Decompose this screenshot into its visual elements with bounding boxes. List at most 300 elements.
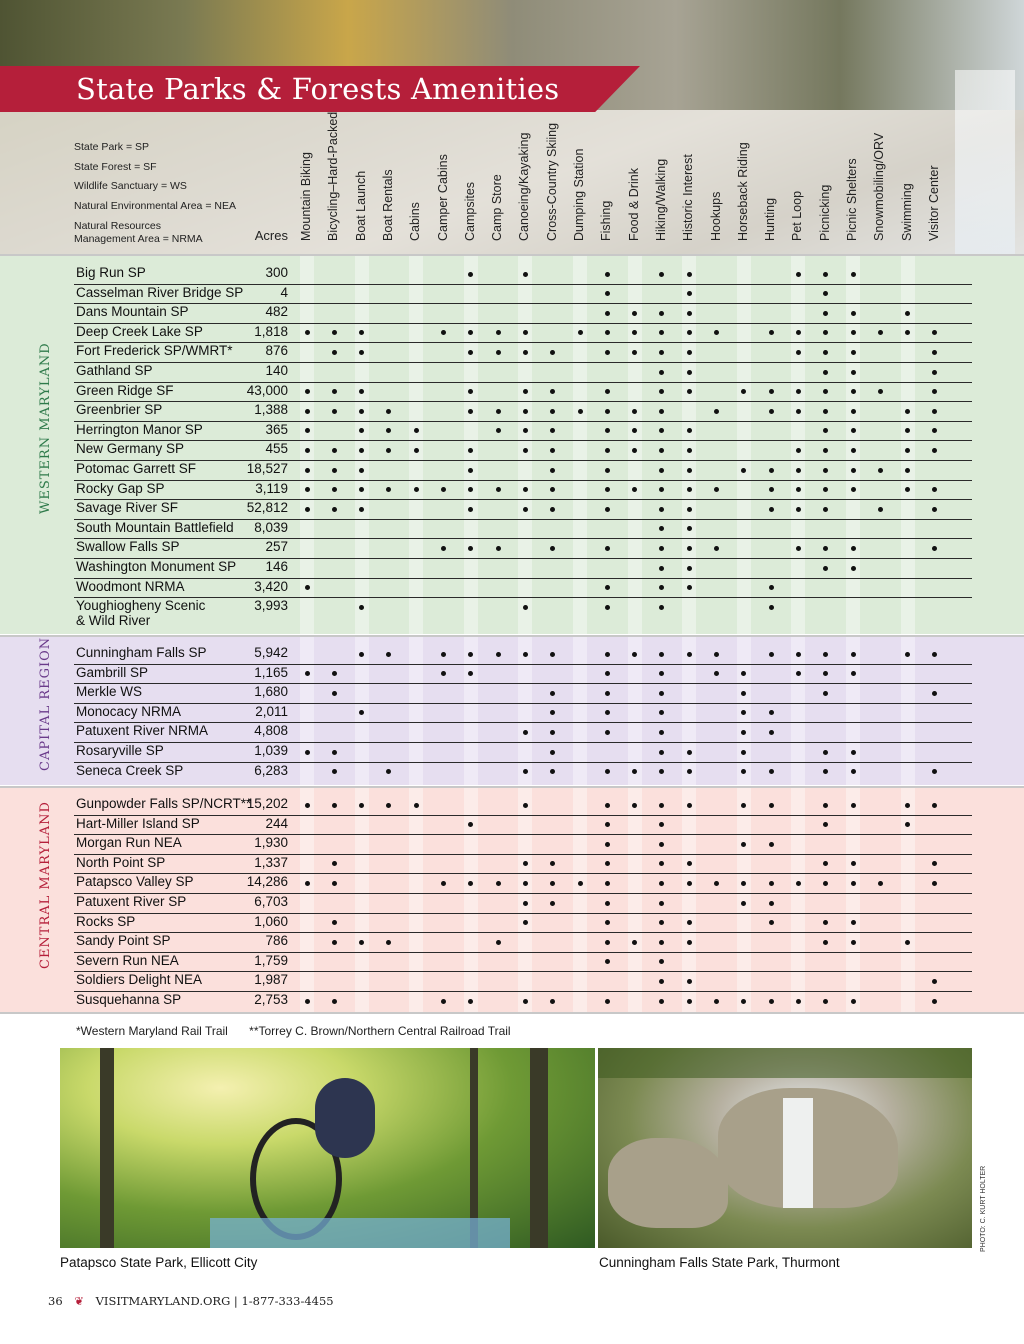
amenity-dot [851, 370, 856, 375]
park-acres: 6,703 [254, 894, 288, 909]
amenity-dot [851, 487, 856, 492]
amenity-dot [905, 448, 910, 453]
park-acres: 455 [265, 441, 288, 457]
amenity-dot [332, 448, 337, 453]
row-divider [74, 722, 972, 723]
amenity-dot [823, 409, 828, 414]
amenity-dot [687, 920, 692, 925]
park-name: Dans Mountain SP [76, 304, 189, 320]
header-waterfall [955, 70, 1015, 255]
legend-item: Wildlife Sanctuary = WS [74, 180, 187, 193]
column-stripe [409, 788, 423, 1012]
park-acres: 1,337 [254, 854, 288, 870]
legend-item-line: Natural Resources [74, 219, 161, 232]
amenity-dot [523, 448, 528, 453]
legend-item-line: Management Area = NRMA [74, 232, 203, 245]
park-name: Patuxent River NRMA [76, 723, 209, 739]
amenity-dot [496, 428, 501, 433]
column-stripe [846, 788, 860, 1012]
row-divider [74, 762, 972, 763]
amenity-dot [305, 468, 310, 473]
row-divider [74, 683, 972, 684]
amenity-dot [605, 822, 610, 827]
amenity-dot [414, 803, 419, 808]
amenity-dot [332, 750, 337, 755]
amenity-dot [332, 920, 337, 925]
amenity-dot [605, 448, 610, 453]
amenity-dot [769, 881, 774, 886]
column-stripe [628, 788, 642, 1012]
park-name: Big Run SP [76, 265, 146, 280]
amenity-dot [632, 940, 637, 945]
park-name: Deep Creek Lake SP [76, 323, 203, 339]
amenity-dot [523, 605, 528, 610]
amenity-dot [769, 409, 774, 414]
amenity-dot [632, 652, 637, 657]
park-name: New Germany SP [76, 441, 185, 457]
amenity-dot [523, 730, 528, 735]
park-acres: 3,119 [255, 480, 288, 496]
amenity-dot [496, 487, 501, 492]
amenity-dot [305, 389, 310, 394]
amenity-dot [632, 409, 637, 414]
row-divider [74, 971, 972, 972]
amenity-dot [714, 546, 719, 551]
amenity-dot [605, 803, 610, 808]
amenity-dot [878, 468, 883, 473]
amenity-dot [605, 507, 610, 512]
park-name-line: & Wild River [76, 613, 151, 629]
park-acres: 876 [265, 343, 288, 359]
amenity-dot [905, 940, 910, 945]
amenity-dot [823, 507, 828, 512]
photo-waterfall [598, 1048, 972, 1248]
amenity-dot [905, 468, 910, 473]
amenity-dot [878, 507, 883, 512]
amenity-dot [823, 468, 828, 473]
amenity-dot [659, 272, 664, 277]
amenity-dot [741, 468, 746, 473]
amenity-dot [851, 272, 856, 277]
park-acres: 2,753 [254, 992, 288, 1007]
amenity-dot [687, 940, 692, 945]
legend-item: State Forest = SF [74, 160, 157, 173]
amenity-dot [305, 750, 310, 755]
amenity-dot [796, 507, 801, 512]
amenity-dot [687, 448, 692, 453]
amenity-dot [605, 671, 610, 676]
amenity-dot [769, 999, 774, 1004]
amenity-dot [550, 750, 555, 755]
amenity-dot [823, 566, 828, 571]
amenity-dot [741, 901, 746, 906]
row-divider [74, 873, 972, 874]
amenity-dot [851, 769, 856, 774]
park-name: Patapsco Valley SP [76, 874, 194, 890]
amenity-dot [769, 330, 774, 335]
amenity-dot [851, 448, 856, 453]
amenity-dot [851, 920, 856, 925]
amenity-dot [905, 409, 910, 414]
amenity-dot [605, 842, 610, 847]
amenity-dot [796, 652, 801, 657]
row-divider [74, 323, 972, 324]
row-divider [74, 303, 972, 304]
amenity-dot [851, 428, 856, 433]
amenity-dot [305, 671, 310, 676]
row-divider [74, 362, 972, 363]
acres-column-header: Acres [254, 228, 288, 243]
amenity-dot [414, 487, 419, 492]
column-stripe [409, 637, 423, 785]
amenity-dot [823, 691, 828, 696]
amenity-dot [605, 389, 610, 394]
amenity-dot [605, 691, 610, 696]
amenity-dot [605, 546, 610, 551]
park-name: Gambrill SP [76, 664, 149, 680]
amenity-dot [305, 803, 310, 808]
column-stripe [300, 637, 314, 785]
page-number: 36 [48, 1294, 63, 1308]
amenity-dot [851, 861, 856, 866]
amenity-dot [496, 330, 501, 335]
legend-item [74, 220, 236, 246]
amenity-dot [659, 468, 664, 473]
amenity-dot [550, 507, 555, 512]
park-acres: 1,987 [254, 972, 288, 988]
amenity-dot [687, 803, 692, 808]
amenity-dot [741, 750, 746, 755]
amenity-dot [687, 652, 692, 657]
amenity-dot [441, 546, 446, 551]
amenity-dot [605, 940, 610, 945]
table-end-divider [0, 1012, 1024, 1014]
amenity-dot [687, 468, 692, 473]
park-acres: 1,930 [254, 835, 288, 851]
amenity-dot [305, 487, 310, 492]
amenity-dot [687, 487, 692, 492]
column-stripe [573, 788, 587, 1012]
park-acres: 8,039 [254, 519, 288, 535]
amenity-dot [550, 999, 555, 1004]
amenity-dot [332, 803, 337, 808]
amenity-dot [332, 940, 337, 945]
amenity-dot [605, 605, 610, 610]
amenity-dot [523, 999, 528, 1004]
row-divider [74, 664, 972, 665]
park-name: Casselman River Bridge SP [76, 284, 244, 300]
amenity-dot [851, 350, 856, 355]
amenity-dot [851, 409, 856, 414]
amenity-dot [823, 272, 828, 277]
row-divider [74, 538, 972, 539]
amenity-dot [332, 769, 337, 774]
amenity-dot [851, 881, 856, 886]
amenity-dot [523, 409, 528, 414]
amenity-dot [550, 468, 555, 473]
park-acres: 1,165 [254, 664, 288, 680]
amenity-dot [796, 671, 801, 676]
amenity-dot [741, 803, 746, 808]
amenity-dot [359, 605, 364, 610]
park-name: Soldiers Delight NEA [76, 972, 203, 988]
amenity-dot [332, 350, 337, 355]
park-name: Sandy Point SP [76, 933, 171, 949]
amenity-dot [523, 507, 528, 512]
amenity-dot [714, 881, 719, 886]
amenity-dot [796, 487, 801, 492]
amenity-dot [523, 881, 528, 886]
amenity-dot [769, 842, 774, 847]
park-acres: 244 [265, 815, 288, 831]
amenity-dot [523, 901, 528, 906]
column-stripe [464, 637, 478, 785]
park-name: Green Ridge SF [76, 382, 174, 398]
amenity-dot [659, 803, 664, 808]
amenity-dot [523, 803, 528, 808]
region-divider [0, 635, 1024, 637]
amenity-dot [796, 999, 801, 1004]
amenity-dot [769, 468, 774, 473]
park-acres: 52,812 [246, 500, 288, 516]
amenity-dot [632, 448, 637, 453]
row-divider [74, 440, 972, 441]
row-divider [74, 499, 972, 500]
row-divider [74, 703, 972, 704]
amenity-dot [359, 507, 364, 512]
park-name: Patuxent River SP [76, 894, 187, 909]
amenity-dot [332, 691, 337, 696]
amenity-dot [769, 605, 774, 610]
amenity-dot [523, 920, 528, 925]
amenity-dot [851, 389, 856, 394]
photo-caption: Patapsco State Park, Ellicott City [60, 1255, 258, 1270]
amenity-dot [605, 585, 610, 590]
amenity-dot [332, 999, 337, 1004]
amenity-dot [823, 803, 828, 808]
amenity-dot [687, 311, 692, 316]
amenity-dot [769, 803, 774, 808]
region-divider [0, 254, 1024, 256]
amenity-dot [769, 920, 774, 925]
park-name: Merkle WS [76, 684, 143, 700]
amenity-dot [714, 652, 719, 657]
amenity-dot [332, 671, 337, 676]
amenity-dot [769, 487, 774, 492]
park-name: Rocky Gap SP [76, 480, 165, 496]
amenity-dot [659, 901, 664, 906]
amenity-dot [605, 409, 610, 414]
park-acres: 786 [265, 933, 288, 949]
amenity-dot [796, 448, 801, 453]
amenity-dot [359, 940, 364, 945]
amenity-dot [496, 940, 501, 945]
row-divider [74, 597, 972, 598]
footer-site-link[interactable]: VISITMARYLAND.ORG [95, 1294, 231, 1308]
amenity-dot [332, 409, 337, 414]
amenity-dot [769, 585, 774, 590]
park-name: Cunningham Falls SP [76, 645, 207, 660]
amenity-dot [659, 652, 664, 657]
amenity-dot [769, 901, 774, 906]
park-acres: 365 [265, 421, 288, 437]
amenity-dot [687, 291, 692, 296]
park-acres: 4,808 [254, 723, 288, 739]
amenity-dot [468, 468, 473, 473]
amenity-dot [632, 350, 637, 355]
amenity-dot [496, 350, 501, 355]
amenity-dot [796, 272, 801, 277]
amenity-dot [714, 999, 719, 1004]
amenity-dot [605, 999, 610, 1004]
amenity-dot [769, 769, 774, 774]
amenity-dot [851, 566, 856, 571]
footnote: **Torrey C. Brown/Northern Central Railroad Trail [249, 1024, 511, 1038]
amenity-dot [687, 507, 692, 512]
row-divider [74, 382, 972, 383]
amenity-dot [769, 710, 774, 715]
amenity-dot [305, 428, 310, 433]
amenity-dot [468, 999, 473, 1004]
amenity-dot [605, 487, 610, 492]
amenity-dot [332, 468, 337, 473]
amenity-dot [305, 881, 310, 886]
amenity-dot [687, 389, 692, 394]
park-acres: 5,942 [254, 645, 288, 660]
park-acres: 482 [265, 304, 288, 320]
column-stripe [300, 788, 314, 1012]
amenity-dot [905, 652, 910, 657]
amenity-dot [687, 566, 692, 571]
park-acres: 1,818 [254, 323, 288, 339]
amenity-dot [632, 311, 637, 316]
park-name-line: Youghiogheny Scenic [76, 598, 206, 614]
amenity-dot [796, 389, 801, 394]
row-divider [74, 421, 972, 422]
amenity-dot [359, 409, 364, 414]
amenity-dot [305, 448, 310, 453]
amenity-dot [851, 330, 856, 335]
amenity-dot [496, 409, 501, 414]
amenity-dot [605, 881, 610, 886]
amenity-dot [550, 409, 555, 414]
amenity-dot [769, 730, 774, 735]
amenity-dot [851, 803, 856, 808]
park-name [76, 598, 205, 628]
amenity-dot [687, 999, 692, 1004]
park-acres: 2,011 [255, 703, 288, 719]
amenity-dot [878, 881, 883, 886]
amenity-dot [386, 652, 391, 657]
amenity-dot [905, 803, 910, 808]
column-stripe [628, 637, 642, 785]
clover-icon: ❦ [74, 1294, 84, 1308]
park-acres: 1,680 [254, 684, 288, 700]
amenity-dot [687, 769, 692, 774]
amenity-dot [332, 389, 337, 394]
amenity-dot [523, 272, 528, 277]
park-acres: 3,993 [254, 598, 288, 614]
amenity-dot [823, 652, 828, 657]
amenity-dot [932, 803, 937, 808]
park-name: North Point SP [76, 854, 166, 870]
amenity-dot [687, 750, 692, 755]
amenity-dot [796, 350, 801, 355]
park-name: Seneca Creek SP [76, 762, 184, 778]
park-name: Gathland SP [76, 363, 153, 378]
park-acres: 146 [265, 559, 288, 574]
park-name: Savage River SF [76, 500, 179, 516]
row-divider [74, 913, 972, 914]
row-divider [74, 401, 972, 402]
amenity-dot [359, 448, 364, 453]
amenity-dot [523, 769, 528, 774]
amenity-dot [605, 652, 610, 657]
park-name: Monocacy NRMA [76, 703, 182, 719]
park-name: Washington Monument SP [76, 559, 237, 574]
amenity-dot [359, 803, 364, 808]
amenity-dot [550, 901, 555, 906]
amenity-dot [796, 468, 801, 473]
park-acres: 1,039 [254, 743, 288, 758]
amenity-dot [523, 652, 528, 657]
park-name: Severn Run NEA [76, 952, 179, 968]
amenity-dot [605, 350, 610, 355]
amenity-dot [659, 750, 664, 755]
amenity-dot [796, 409, 801, 414]
amenity-dot [851, 652, 856, 657]
footer-divider: | [233, 1294, 242, 1308]
amenity-dot [823, 370, 828, 375]
amenity-dot [332, 507, 337, 512]
park-acres: 300 [265, 265, 288, 280]
amenity-dot [932, 999, 937, 1004]
amenity-dot [605, 272, 610, 277]
amenity-dot [796, 546, 801, 551]
park-acres: 1,388 [254, 402, 288, 418]
row-divider [74, 893, 972, 894]
park-acres: 140 [265, 363, 288, 378]
abbreviation-legend [74, 138, 236, 246]
park-acres: 18,527 [246, 461, 288, 476]
amenity-dot [305, 999, 310, 1004]
amenity-dot [605, 769, 610, 774]
amenity-dot [496, 652, 501, 657]
amenity-dot [605, 311, 610, 316]
park-name: Woodmont NRMA [76, 578, 185, 594]
amenity-dot [851, 671, 856, 676]
amenity-dot [659, 999, 664, 1004]
page-title: State Parks & Forests Amenities [76, 72, 560, 106]
park-name: Greenbrier SP [76, 402, 163, 418]
legend-item: Natural Environmental Area = NEA [74, 200, 236, 213]
amenity-dot [550, 691, 555, 696]
footnote: *Western Maryland Rail Trail [76, 1024, 228, 1038]
photo-caption: Cunningham Falls State Park, Thurmont [599, 1255, 840, 1270]
amenity-dot [441, 881, 446, 886]
amenity-dot [605, 901, 610, 906]
amenity-dot [659, 370, 664, 375]
row-divider [74, 742, 972, 743]
amenity-dot [687, 979, 692, 984]
row-divider [74, 854, 972, 855]
row-divider [74, 834, 972, 835]
park-acres: 257 [265, 539, 288, 555]
amenity-dot [605, 468, 610, 473]
amenity-dot [632, 803, 637, 808]
park-acres: 3,420 [254, 578, 288, 594]
park-name: Herrington Manor SP [76, 421, 203, 437]
